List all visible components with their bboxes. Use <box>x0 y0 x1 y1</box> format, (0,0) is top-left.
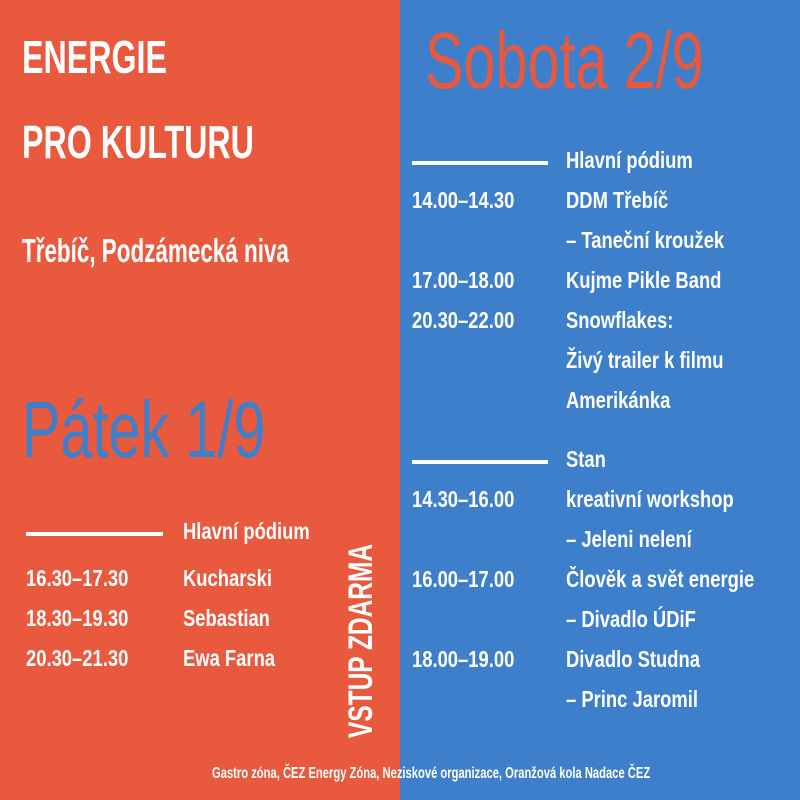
friday-stage-label: Hlavní pódium <box>183 518 310 544</box>
saturday-act: kreativní workshop <box>566 486 734 512</box>
saturday-main-stage-divider <box>412 161 548 165</box>
location: Třebíč, Podzámecká niva <box>22 232 289 269</box>
footer-amenities: Gastro zóna, ČEZ Energy Zóna, Neziskové organizace, Oranžová kola Nadace ČEZ <box>212 765 651 782</box>
friday-time: 18.30–19.30 <box>26 605 129 631</box>
saturday-day-heading: Sobota 2/9 <box>425 16 704 105</box>
friday-act: Kucharski <box>183 565 272 591</box>
title-line-1: ENERGIE <box>22 31 167 83</box>
friday-act: Ewa Farna <box>183 645 276 671</box>
friday-time: 16.30–17.30 <box>26 565 129 591</box>
saturday-act: Divadlo Studna <box>566 646 700 672</box>
saturday-act: Člověk a svět energie <box>566 566 755 592</box>
friday-act: Sebastian <box>183 605 270 631</box>
free-entry-label: VSTUP ZDARMA <box>342 543 380 738</box>
saturday-act: Snowflakes: <box>566 307 674 333</box>
saturday-time: 17.00–18.00 <box>412 267 515 293</box>
title-line-2: PRO KULTURU <box>22 116 254 168</box>
saturday-main-stage-label: Hlavní pódium <box>566 147 693 173</box>
saturday-act-detail: – Taneční kroužek <box>566 227 725 253</box>
saturday-act-detail: – Princ Jaromil <box>566 686 698 712</box>
saturday-act-detail: Živý trailer k filmu <box>566 347 724 373</box>
saturday-tent-label: Stan <box>566 446 606 472</box>
saturday-tent-divider <box>412 460 548 464</box>
saturday-time: 20.30–22.00 <box>412 307 515 333</box>
friday-day-heading: Pátek 1/9 <box>22 385 266 474</box>
saturday-act: DDM Třebíč <box>566 187 669 213</box>
friday-stage-divider <box>26 532 163 536</box>
saturday-time: 16.00–17.00 <box>412 566 515 592</box>
saturday-act: Kujme Pikle Band <box>566 267 722 293</box>
friday-time: 20.30–21.30 <box>26 645 129 671</box>
saturday-time: 14.30–16.00 <box>412 486 515 512</box>
saturday-time: 14.00–14.30 <box>412 187 515 213</box>
saturday-act-detail: Amerikánka <box>566 387 671 413</box>
saturday-act-detail: – Divadlo ÚDiF <box>566 606 696 632</box>
saturday-act-detail: – Jeleni nelení <box>566 526 692 552</box>
saturday-time: 18.00–19.00 <box>412 646 515 672</box>
